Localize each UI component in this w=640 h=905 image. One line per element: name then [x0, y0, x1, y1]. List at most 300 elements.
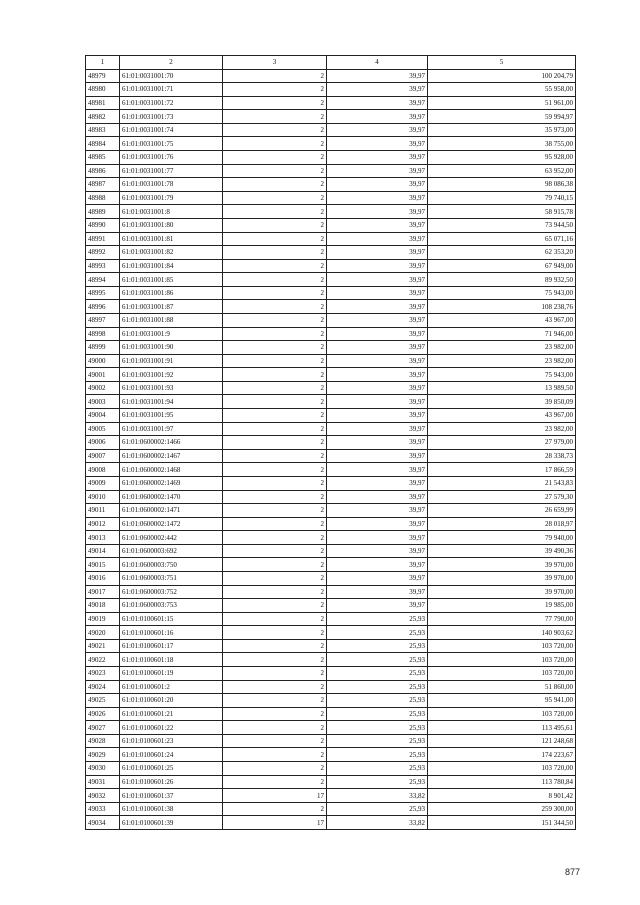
col3-value-cell: 2 [223, 612, 327, 626]
col5-value-cell: 174 223,67 [428, 748, 576, 762]
cadastral-number-cell: 61:01:0100601:24 [120, 748, 223, 762]
cadastral-number-cell: 61:01:0100601:26 [120, 775, 223, 789]
col3-value-cell: 2 [223, 151, 327, 165]
cadastral-number-cell: 61:01:0031001:77 [120, 164, 223, 178]
col5-value-cell: 39 970,00 [428, 585, 576, 599]
col5-value-cell: 43 967,00 [428, 313, 576, 327]
table-row [86, 83, 576, 97]
row-number-cell: 49013 [86, 531, 120, 545]
col5-value-cell: 62 353,20 [428, 246, 576, 260]
row-number-cell: 49010 [86, 490, 120, 504]
col5-value-cell: 17 866,59 [428, 463, 576, 477]
table-row [86, 164, 576, 178]
row-number-cell: 49019 [86, 612, 120, 626]
col4-value-cell: 39,97 [327, 354, 428, 368]
col5-value-cell: 63 952,00 [428, 164, 576, 178]
col5-value-cell: 27 579,30 [428, 490, 576, 504]
col5-value-cell: 121 248,68 [428, 734, 576, 748]
col4-value-cell: 39,97 [327, 83, 428, 97]
table-row [86, 762, 576, 776]
col4-value-cell: 39,97 [327, 259, 428, 273]
cadastral-number-cell: 61:01:0600002:1468 [120, 463, 223, 477]
cadastral-number-cell: 61:01:0600002:442 [120, 531, 223, 545]
col3-value-cell: 2 [223, 680, 327, 694]
table-row [86, 476, 576, 490]
table-row [86, 259, 576, 273]
col4-value-cell: 25,93 [327, 680, 428, 694]
col3-value-cell: 2 [223, 504, 327, 518]
col5-value-cell: 103 720,00 [428, 762, 576, 776]
col5-value-cell: 58 915,78 [428, 205, 576, 219]
col4-value-cell: 25,93 [327, 734, 428, 748]
table-row [86, 789, 576, 803]
col3-value-cell: 2 [223, 721, 327, 735]
col3-value-cell: 2 [223, 544, 327, 558]
col3-value-cell: 2 [223, 96, 327, 110]
cadastral-number-cell: 61:01:0031001:71 [120, 83, 223, 97]
cadastral-number-cell: 61:01:0600003:692 [120, 544, 223, 558]
col4-value-cell: 39,97 [327, 151, 428, 165]
row-number-cell: 49027 [86, 721, 120, 735]
col4-value-cell: 39,97 [327, 273, 428, 287]
col4-value-cell: 39,97 [327, 69, 428, 83]
table-row [86, 110, 576, 124]
row-number-cell: 48996 [86, 300, 120, 314]
col3-value-cell: 17 [223, 816, 327, 830]
col4-value-cell: 25,93 [327, 694, 428, 708]
row-number-cell: 49021 [86, 639, 120, 653]
col3-value-cell: 2 [223, 585, 327, 599]
table-row [86, 137, 576, 151]
col3-value-cell: 2 [223, 694, 327, 708]
table-row [86, 531, 576, 545]
table-row [86, 653, 576, 667]
col3-value-cell: 2 [223, 476, 327, 490]
cadastral-number-cell: 61:01:0100601:15 [120, 612, 223, 626]
row-number-cell: 49003 [86, 395, 120, 409]
cadastral-number-cell: 61:01:0100601:2 [120, 680, 223, 694]
cadastral-number-cell: 61:01:0031001:90 [120, 341, 223, 355]
col5-value-cell: 103 720,00 [428, 639, 576, 653]
col5-value-cell: 51 860,00 [428, 680, 576, 694]
col5-value-cell: 108 238,76 [428, 300, 576, 314]
col3-value-cell: 2 [223, 69, 327, 83]
cadastral-number-cell: 61:01:0600002:1471 [120, 504, 223, 518]
col5-value-cell: 89 932,50 [428, 273, 576, 287]
col5-value-cell: 55 958,00 [428, 83, 576, 97]
cadastral-number-cell: 61:01:0100601:22 [120, 721, 223, 735]
table-row [86, 504, 576, 518]
col4-value-cell: 39,97 [327, 490, 428, 504]
row-number-cell: 49009 [86, 476, 120, 490]
col4-value-cell: 33,82 [327, 816, 428, 830]
col3-value-cell: 2 [223, 110, 327, 124]
col4-value-cell: 39,97 [327, 368, 428, 382]
col5-value-cell: 38 755,00 [428, 137, 576, 151]
col4-value-cell: 39,97 [327, 246, 428, 260]
row-number-cell: 49014 [86, 544, 120, 558]
col5-value-cell: 28 018,97 [428, 517, 576, 531]
row-number-cell: 48986 [86, 164, 120, 178]
col5-value-cell: 39 850,09 [428, 395, 576, 409]
col3-value-cell: 2 [223, 123, 327, 137]
col3-value-cell: 2 [223, 667, 327, 681]
cadastral-number-cell: 61:01:0031001:9 [120, 327, 223, 341]
col3-value-cell: 2 [223, 422, 327, 436]
table-row [86, 286, 576, 300]
table-row [86, 436, 576, 450]
cadastral-number-cell: 61:01:0031001:70 [120, 69, 223, 83]
cadastral-number-cell: 61:01:0600003:752 [120, 585, 223, 599]
col3-value-cell: 2 [223, 327, 327, 341]
col5-value-cell: 140 903,62 [428, 626, 576, 640]
cadastral-number-cell: 61:01:0600002:1470 [120, 490, 223, 504]
table-row [86, 327, 576, 341]
col4-value-cell: 25,93 [327, 639, 428, 653]
col5-value-cell: 43 967,00 [428, 409, 576, 423]
cadastral-number-cell: 61:01:0031001:76 [120, 151, 223, 165]
row-number-cell: 49004 [86, 409, 120, 423]
row-number-cell: 49030 [86, 762, 120, 776]
col4-value-cell: 39,97 [327, 517, 428, 531]
row-number-cell: 48998 [86, 327, 120, 341]
row-number-cell: 49024 [86, 680, 120, 694]
table-row [86, 802, 576, 816]
col5-value-cell: 103 720,00 [428, 653, 576, 667]
cadastral-number-cell: 61:01:0031001:93 [120, 381, 223, 395]
cadastral-number-cell: 61:01:0031001:87 [120, 300, 223, 314]
col5-value-cell: 103 720,00 [428, 667, 576, 681]
col5-value-cell: 79 740,15 [428, 191, 576, 205]
table-row [86, 449, 576, 463]
col5-value-cell: 100 204,79 [428, 69, 576, 83]
row-number-cell: 48993 [86, 259, 120, 273]
col5-value-cell: 23 982,00 [428, 354, 576, 368]
col5-value-cell: 113 780,84 [428, 775, 576, 789]
col4-value-cell: 39,97 [327, 599, 428, 613]
col3-value-cell: 2 [223, 490, 327, 504]
table-row [86, 191, 576, 205]
row-number-cell: 49028 [86, 734, 120, 748]
cadastral-number-cell: 61:01:0100601:17 [120, 639, 223, 653]
col4-value-cell: 39,97 [327, 110, 428, 124]
col3-value-cell: 2 [223, 246, 327, 260]
cadastral-number-cell: 61:01:0031001:8 [120, 205, 223, 219]
col5-value-cell: 19 985,00 [428, 599, 576, 613]
col3-value-cell: 2 [223, 232, 327, 246]
col3-value-cell: 2 [223, 381, 327, 395]
col4-value-cell: 39,97 [327, 286, 428, 300]
col4-value-cell: 39,97 [327, 137, 428, 151]
col5-value-cell: 27 979,00 [428, 436, 576, 450]
table-row [86, 123, 576, 137]
cadastral-number-cell: 61:01:0600003:751 [120, 571, 223, 585]
cadastral-number-cell: 61:01:0100601:37 [120, 789, 223, 803]
col5-value-cell: 39 490,36 [428, 544, 576, 558]
cadastral-number-cell: 61:01:0600002:1467 [120, 449, 223, 463]
col3-value-cell: 2 [223, 748, 327, 762]
cadastral-number-cell: 61:01:0100601:23 [120, 734, 223, 748]
table-row [86, 409, 576, 423]
col4-value-cell: 25,93 [327, 802, 428, 816]
row-number-cell: 48984 [86, 137, 120, 151]
col4-value-cell: 39,97 [327, 327, 428, 341]
col3-value-cell: 2 [223, 300, 327, 314]
table-row [86, 381, 576, 395]
col3-value-cell: 2 [223, 137, 327, 151]
cadastral-number-cell: 61:01:0031001:85 [120, 273, 223, 287]
col4-value-cell: 39,97 [327, 313, 428, 327]
table-row [86, 96, 576, 110]
row-number-cell: 48980 [86, 83, 120, 97]
col5-value-cell: 23 982,00 [428, 341, 576, 355]
table-row [86, 775, 576, 789]
cadastral-number-cell: 61:01:0600002:1466 [120, 436, 223, 450]
row-number-cell: 49029 [86, 748, 120, 762]
column-header: 2 [120, 56, 223, 70]
row-number-cell: 48989 [86, 205, 120, 219]
table-row [86, 273, 576, 287]
col4-value-cell: 39,97 [327, 504, 428, 518]
col3-value-cell: 2 [223, 395, 327, 409]
table-row [86, 395, 576, 409]
cadastral-number-cell: 61:01:0031001:72 [120, 96, 223, 110]
col3-value-cell: 2 [223, 164, 327, 178]
col4-value-cell: 39,97 [327, 164, 428, 178]
row-number-cell: 49008 [86, 463, 120, 477]
table-row [86, 205, 576, 219]
col5-value-cell: 35 973,00 [428, 123, 576, 137]
table-row [86, 748, 576, 762]
table-row [86, 232, 576, 246]
cadastral-number-cell: 61:01:0100601:25 [120, 762, 223, 776]
col3-value-cell: 2 [223, 191, 327, 205]
col5-value-cell: 151 344,50 [428, 816, 576, 830]
col4-value-cell: 39,97 [327, 449, 428, 463]
cadastral-number-cell: 61:01:0031001:86 [120, 286, 223, 300]
col5-value-cell: 95 941,00 [428, 694, 576, 708]
col3-value-cell: 2 [223, 775, 327, 789]
cadastral-number-cell: 61:01:0100601:18 [120, 653, 223, 667]
table-row [86, 463, 576, 477]
col4-value-cell: 39,97 [327, 232, 428, 246]
col3-value-cell: 2 [223, 707, 327, 721]
col3-value-cell: 2 [223, 531, 327, 545]
table-row [86, 69, 576, 83]
col5-value-cell: 59 994,97 [428, 110, 576, 124]
table-row [86, 558, 576, 572]
row-number-cell: 49011 [86, 504, 120, 518]
table-row [86, 639, 576, 653]
col3-value-cell: 2 [223, 354, 327, 368]
col4-value-cell: 39,97 [327, 422, 428, 436]
col4-value-cell: 39,97 [327, 191, 428, 205]
table-row [86, 612, 576, 626]
column-header: 1 [86, 56, 120, 70]
col3-value-cell: 2 [223, 83, 327, 97]
table-row [86, 599, 576, 613]
table-row [86, 490, 576, 504]
cadastral-number-cell: 61:01:0100601:16 [120, 626, 223, 640]
cadastral-number-cell: 61:01:0600003:753 [120, 599, 223, 613]
row-number-cell: 49002 [86, 381, 120, 395]
table-row [86, 721, 576, 735]
cadastral-number-cell: 61:01:0031001:84 [120, 259, 223, 273]
col4-value-cell: 25,93 [327, 653, 428, 667]
cadastral-number-cell: 61:01:0100601:39 [120, 816, 223, 830]
row-number-cell: 48991 [86, 232, 120, 246]
table-row [86, 667, 576, 681]
col4-value-cell: 25,93 [327, 667, 428, 681]
row-number-cell: 49016 [86, 571, 120, 585]
row-number-cell: 49033 [86, 802, 120, 816]
table-row [86, 313, 576, 327]
cadastral-number-cell: 61:01:0600002:1469 [120, 476, 223, 490]
col3-value-cell: 2 [223, 517, 327, 531]
row-number-cell: 49018 [86, 599, 120, 613]
col4-value-cell: 39,97 [327, 96, 428, 110]
col5-value-cell: 95 928,00 [428, 151, 576, 165]
col3-value-cell: 2 [223, 802, 327, 816]
cadastral-number-cell: 61:01:0031001:82 [120, 246, 223, 260]
row-number-cell: 49012 [86, 517, 120, 531]
cadastral-number-cell: 61:01:0031001:74 [120, 123, 223, 137]
col4-value-cell: 39,97 [327, 571, 428, 585]
cadastral-number-cell: 61:01:0031001:79 [120, 191, 223, 205]
table-row [86, 300, 576, 314]
col4-value-cell: 39,97 [327, 300, 428, 314]
col5-value-cell: 39 970,00 [428, 558, 576, 572]
row-number-cell: 49005 [86, 422, 120, 436]
row-number-cell: 48982 [86, 110, 120, 124]
row-number-cell: 48999 [86, 341, 120, 355]
col3-value-cell: 2 [223, 341, 327, 355]
col4-value-cell: 25,93 [327, 707, 428, 721]
col5-value-cell: 98 086,38 [428, 178, 576, 192]
col5-value-cell: 13 989,50 [428, 381, 576, 395]
col5-value-cell: 8 901,42 [428, 789, 576, 803]
col4-value-cell: 39,97 [327, 178, 428, 192]
table-row [86, 151, 576, 165]
col5-value-cell: 65 071,16 [428, 232, 576, 246]
col4-value-cell: 39,97 [327, 205, 428, 219]
cadastral-number-cell: 61:01:0031001:91 [120, 354, 223, 368]
row-number-cell: 48988 [86, 191, 120, 205]
row-number-cell: 49017 [86, 585, 120, 599]
cadastral-number-cell: 61:01:0031001:92 [120, 368, 223, 382]
cadastral-number-cell: 61:01:0100601:38 [120, 802, 223, 816]
col4-value-cell: 39,97 [327, 558, 428, 572]
col4-value-cell: 39,97 [327, 341, 428, 355]
col4-value-cell: 25,93 [327, 721, 428, 735]
cadastral-number-cell: 61:01:0031001:94 [120, 395, 223, 409]
col3-value-cell: 2 [223, 558, 327, 572]
col4-value-cell: 39,97 [327, 531, 428, 545]
cadastral-number-cell: 61:01:0031001:78 [120, 178, 223, 192]
col5-value-cell: 103 720,00 [428, 707, 576, 721]
table-row [86, 680, 576, 694]
row-number-cell: 49006 [86, 436, 120, 450]
table-row [86, 707, 576, 721]
col5-value-cell: 73 944,50 [428, 218, 576, 232]
col3-value-cell: 2 [223, 734, 327, 748]
col4-value-cell: 25,93 [327, 775, 428, 789]
col3-value-cell: 2 [223, 463, 327, 477]
col4-value-cell: 39,97 [327, 463, 428, 477]
col4-value-cell: 25,93 [327, 762, 428, 776]
row-number-cell: 49031 [86, 775, 120, 789]
cadastral-number-cell: 61:01:0031001:75 [120, 137, 223, 151]
cadastral-number-cell: 61:01:0031001:81 [120, 232, 223, 246]
col5-value-cell: 79 940,00 [428, 531, 576, 545]
cadastral-number-cell: 61:01:0100601:19 [120, 667, 223, 681]
col4-value-cell: 39,97 [327, 585, 428, 599]
col5-value-cell: 259 300,00 [428, 802, 576, 816]
row-number-cell: 49026 [86, 707, 120, 721]
table-row [86, 734, 576, 748]
column-header: 4 [327, 56, 428, 70]
col4-value-cell: 39,97 [327, 395, 428, 409]
cadastral-number-cell: 61:01:0600002:1472 [120, 517, 223, 531]
row-number-cell: 48995 [86, 286, 120, 300]
cadastral-number-cell: 61:01:0031001:97 [120, 422, 223, 436]
row-number-cell: 49032 [86, 789, 120, 803]
col3-value-cell: 2 [223, 599, 327, 613]
col4-value-cell: 25,93 [327, 748, 428, 762]
table-row [86, 517, 576, 531]
table-row [86, 246, 576, 260]
col5-value-cell: 21 543,83 [428, 476, 576, 490]
col5-value-cell: 26 659,99 [428, 504, 576, 518]
column-header: 5 [428, 56, 576, 70]
col3-value-cell: 2 [223, 762, 327, 776]
row-number-cell: 49025 [86, 694, 120, 708]
col4-value-cell: 39,97 [327, 218, 428, 232]
col3-value-cell: 2 [223, 313, 327, 327]
col5-value-cell: 23 982,00 [428, 422, 576, 436]
table-row [86, 694, 576, 708]
col3-value-cell: 2 [223, 259, 327, 273]
col5-value-cell: 75 943,00 [428, 286, 576, 300]
col3-value-cell: 2 [223, 178, 327, 192]
table-row [86, 341, 576, 355]
col4-value-cell: 39,97 [327, 476, 428, 490]
table-row [86, 544, 576, 558]
col5-value-cell: 75 943,00 [428, 368, 576, 382]
row-number-cell: 49007 [86, 449, 120, 463]
row-number-cell: 48987 [86, 178, 120, 192]
col4-value-cell: 25,93 [327, 612, 428, 626]
col3-value-cell: 2 [223, 218, 327, 232]
col3-value-cell: 2 [223, 273, 327, 287]
cadastral-number-cell: 61:01:0031001:88 [120, 313, 223, 327]
cadastral-number-cell: 61:01:0100601:21 [120, 707, 223, 721]
data-table [85, 55, 576, 830]
col3-value-cell: 17 [223, 789, 327, 803]
table-row [86, 626, 576, 640]
col3-value-cell: 2 [223, 205, 327, 219]
cadastral-number-cell: 61:01:0031001:95 [120, 409, 223, 423]
table-row [86, 354, 576, 368]
table-row [86, 422, 576, 436]
cadastral-number-cell: 61:01:0600003:750 [120, 558, 223, 572]
table-row [86, 218, 576, 232]
col4-value-cell: 39,97 [327, 409, 428, 423]
col3-value-cell: 2 [223, 571, 327, 585]
row-number-cell: 49000 [86, 354, 120, 368]
column-header: 3 [223, 56, 327, 70]
col3-value-cell: 2 [223, 626, 327, 640]
